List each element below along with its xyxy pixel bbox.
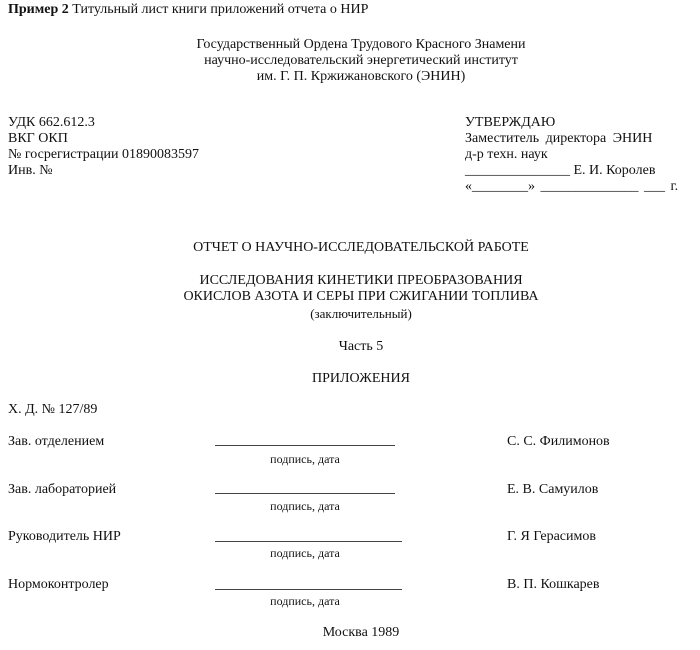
report-stage: (заключительный) [310,306,412,321]
signature-caption: подпись, дата [270,452,340,466]
signatory-name: С. С. Филимонов [507,434,610,449]
report-title-line-2: ОКИСЛОВ АЗОТА И СЕРЫ ПРИ СЖИГАНИИ ТОПЛИВА [183,289,539,304]
signatory-name: Г. Я Герасимов [507,529,596,544]
organization-line-2: научно-исследовательский энергетический институт [204,53,518,68]
registration-number: № госрегистрации 01890083597 [8,147,199,162]
report-part: Часть 5 [338,339,384,354]
approval-date: «________» ______________ ___ г. [465,179,679,194]
signature-line [215,493,395,494]
report-type: ОТЧЕТ О НАУЧНО-ИССЛЕДОВАТЕЛЬСКОЙ РАБОТЕ [193,240,529,255]
signatory-role: Зав. лабораторией [8,482,117,497]
signature-caption: подпись, дата [270,499,340,513]
organization-line-3: им. Г. П. Кржижановского (ЭНИН) [256,69,466,84]
example-number: Пример 2 [8,2,69,17]
report-section: ПРИЛОЖЕНИЯ [312,371,410,386]
signatory-name: Е. В. Самуилов [507,482,599,497]
signatory-role: Нормоконтролер [8,577,109,592]
signature-caption: подпись, дата [270,594,340,608]
report-title-line-1: ИССЛЕДОВАНИЯ КИНЕТИКИ ПРЕОБРАЗОВАНИЯ [199,273,523,288]
signature-line [215,589,402,590]
signatory-role: Зав. отделением [8,434,105,449]
signature-caption: подпись, дата [270,546,340,560]
approval-heading: УТВЕРЖДАЮ [465,115,556,130]
signatory-role: Руководитель НИР [8,529,121,544]
udk-code: УДК 662.612.3 [8,115,95,130]
signature-line [215,541,402,542]
approver-degree: д-р техн. наук [465,147,548,162]
example-description: Титульный лист книги приложений отчета о НИР [72,2,369,17]
approver-signature: _______________ Е. И. Королев [465,163,656,178]
city-year: Москва 1989 [322,625,400,640]
signatory-name: В. П. Кошкарев [507,577,600,592]
approver-position: Заместитель директора ЭНИН [465,131,653,146]
vkg-okp: ВКГ ОКП [8,131,68,146]
inventory-number: Инв. № [8,163,53,178]
signature-line [215,445,395,446]
contract-number: Х. Д. № 127/89 [8,402,98,417]
example-caption [8,2,368,18]
organization-line-1: Государственный Ордена Трудового Красного Знамени [196,37,526,52]
